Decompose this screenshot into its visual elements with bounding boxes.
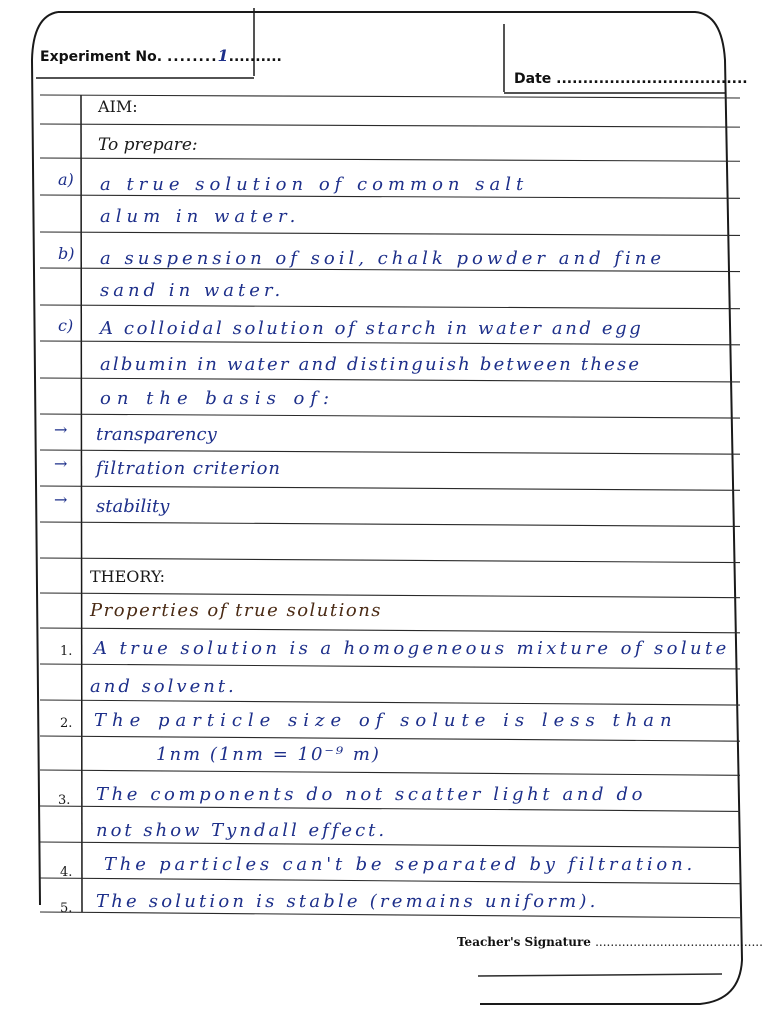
ruled-line [40, 628, 740, 633]
aim-bullet: transparency [96, 424, 217, 445]
arrow-icon: → [54, 454, 68, 473]
theory-point-line: The solution is stable (remains uniform). [96, 891, 599, 912]
theory-point-number: 2. [60, 716, 73, 731]
ruled-line [40, 522, 740, 526]
ruled-line [40, 341, 740, 345]
aim-item-line: A colloidal solution of starch in water and egg [100, 318, 644, 339]
ruled-line [40, 450, 740, 454]
ruled-line [40, 124, 740, 127]
margin-line [81, 95, 82, 912]
theory-heading: THEORY: [90, 567, 165, 586]
aim-item-line: albumin in water and distinguish between these [100, 354, 642, 375]
aim-heading: AIM: [98, 97, 138, 116]
arrow-icon: → [54, 490, 68, 509]
theory-point-line: The particles can't be separated by filtration. [104, 854, 696, 875]
aim-item-line: a true solution of common salt [100, 174, 529, 195]
aim-intro: To prepare: [98, 135, 198, 155]
aim-bullet: filtration criterion [96, 458, 282, 479]
ruled-line [40, 700, 740, 705]
ruled-line [40, 878, 740, 884]
ruled-line [40, 736, 740, 741]
theory-point-number: 1. [60, 644, 73, 659]
ruled-line [40, 664, 740, 669]
experiment-number-value: 1 [217, 46, 229, 65]
ruled-line [40, 414, 740, 418]
aim-item-marker: a) [58, 170, 74, 189]
aim-item-marker: b) [58, 244, 75, 263]
ruled-line [40, 770, 740, 775]
theory-point-line: The particle size of solute is less than [94, 710, 678, 731]
theory-point-line: The components do not scatter light and do [96, 784, 647, 805]
signature-line [478, 974, 722, 976]
ruled-line [40, 305, 740, 309]
theory-point-line: not show Tyndall effect. [96, 820, 388, 841]
ruled-line [40, 486, 740, 490]
ruled-line [40, 195, 740, 198]
aim-item-line: alum in water. [100, 206, 301, 227]
aim-item-line: on the basis of: [100, 388, 336, 409]
ruled-line [40, 593, 740, 598]
ruled-line [40, 158, 740, 161]
theory-point-number: 3. [58, 793, 71, 808]
theory-point-number: 5. [60, 901, 73, 916]
theory-subheading: Properties of true solutions [90, 600, 383, 621]
arrow-icon: → [54, 420, 68, 439]
date-label: Date .................................... [514, 71, 748, 87]
experiment-number-label: Experiment No. ........1.......... [40, 46, 282, 65]
ruled-line [40, 558, 740, 563]
ruled-line [40, 378, 740, 382]
theory-point-line: A true solution is a homogeneous mixture of solute [94, 638, 730, 659]
theory-point-line: 1nm (1nm = 10⁻⁹ m) [156, 744, 381, 765]
ruled-line [40, 806, 740, 811]
teacher-signature-label: Teacher's Signature ............................................ [457, 935, 763, 949]
ruled-line [40, 842, 740, 848]
aim-bullet: stability [96, 496, 170, 517]
theory-point-line: and solvent. [90, 676, 237, 697]
aim-item-marker: c) [58, 316, 74, 335]
aim-item-line: a suspension of soil, chalk powder and fine [100, 248, 665, 269]
ruled-line [40, 95, 740, 98]
theory-point-number: 4. [60, 865, 73, 880]
ruled-line [40, 232, 740, 235]
ruled-lines [40, 95, 740, 976]
ruled-line [40, 912, 740, 918]
aim-item-line: sand in water. [100, 280, 285, 301]
